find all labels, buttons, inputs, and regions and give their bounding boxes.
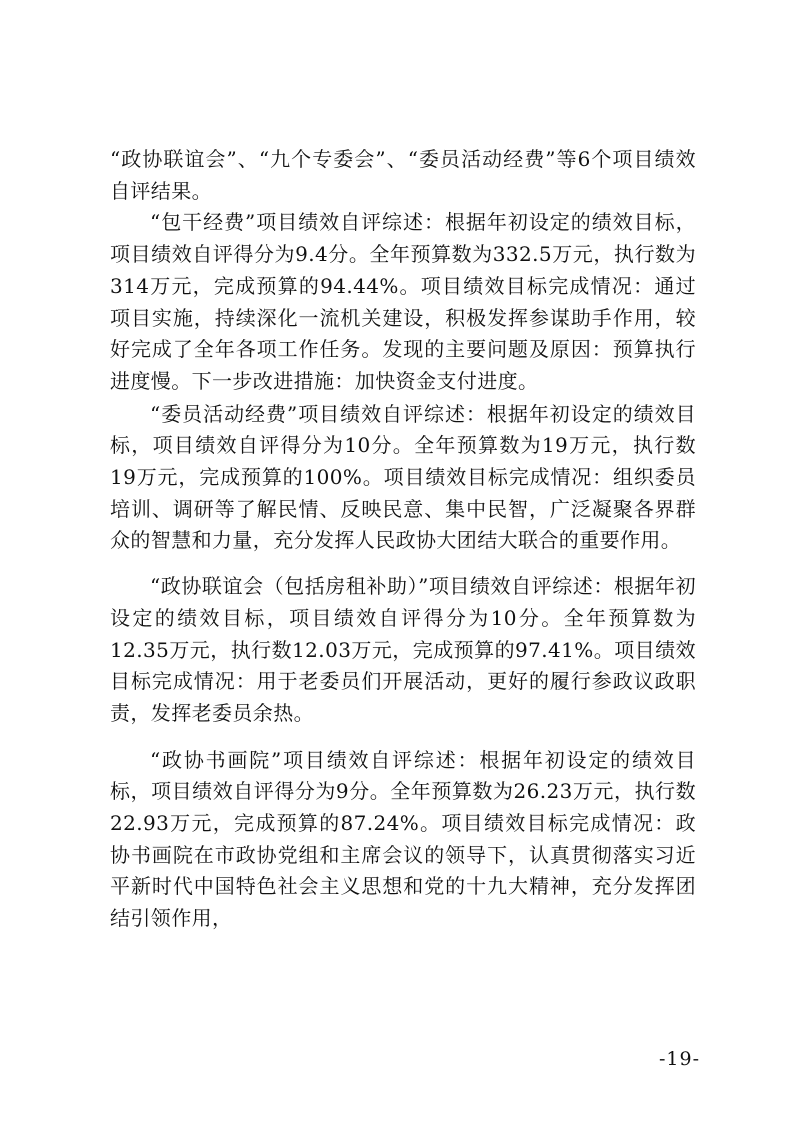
paragraph-painting-academy: “政协书画院”项目绩效自评综述：根据年初设定的绩效目标，项目绩效自评得分为9分。全年预算数为26.23万元，执行数22.93万元，完成预算的87.24%。项目绩效目标完成情况：政协书画院在市政协党组和主席会议的领导下，认真贯彻落实习近平新时代中国特色社会主义思想和党的十九大精神，充分发挥团结引领作用， [110,747,696,931]
paragraph-baogan-funding: “包干经费”项目绩效自评综述：根据年初设定的绩效目标，项目绩效自评得分为9.4分。全年预算数为332.5万元，执行数为314万元，完成预算的94.44%。项目绩效目标完成情况：通过项目实施，持续深化一流机关建设，积极发挥参谋助手作用，较好完成了全年各项工作任务。发现的主要问题及原因：预算执行进度慢。下一步改进措施：加快资金支付进度。 [110,210,696,393]
paragraph-continuation: “政协联谊会”、“九个专委会”、“委员活动经费”等6个项目绩效自评结果。 [110,147,696,203]
body-text [110,144,696,935]
page-number: -19- [658,1048,700,1070]
paragraph-member-activity-funding: “委员活动经费”项目绩效自评综述：根据年初设定的绩效目标，项目绩效自评得分为10分。全年预算数为19万元，执行数19万元，完成预算的100%。项目绩效目标完成情况：组织委员培训、调研等了解民情、反映民意、集中民智，广泛凝聚各界群众的智慧和力量，充分发挥人民政协大团结大联合的重要作用。 [110,401,696,553]
paragraph-cppcc-association: “政协联谊会（包括房租补助）”项目绩效自评综述：根据年初设定的绩效目标，项目绩效自评得分为10分。全年预算数为12.35万元，执行数12.03万元，完成预算的97.41%。项目绩效目标完成情况：用于老委员们开展活动，更好的履行参政议政职责，发挥老委员余热。 [110,574,696,725]
